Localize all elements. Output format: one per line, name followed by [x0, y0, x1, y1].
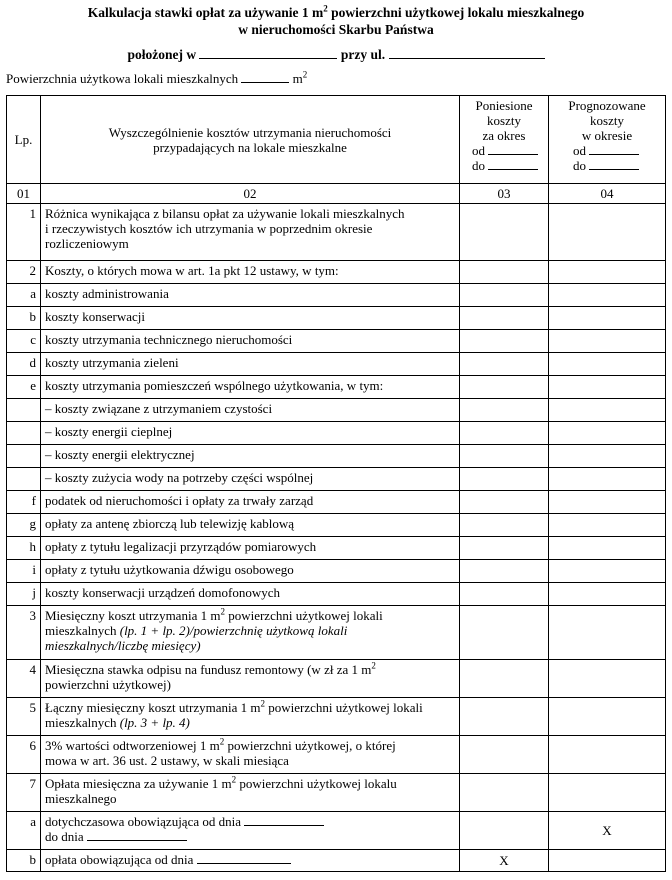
table-row: 1 Różnica wynikająca z bilansu opłat za używanie lokali mieszkalnych i rzeczywistych kosztów ich utrzymania w poprzednim okresie rozliczeniowym [7, 204, 666, 261]
forecast-cell[interactable] [549, 560, 666, 583]
table-row: g opłaty za antenę zbiorczą lub telewizję kablową [7, 514, 666, 537]
forecast-cell[interactable] [549, 353, 666, 376]
title-line-1: Kalkulacja stawki opłat za używanie 1 $m^2$ powierzchni użytkowej lokalu mieszkalnego [87, 3, 585, 20]
previous-from-date-field[interactable] [244, 814, 324, 826]
incurred-cell[interactable] [460, 468, 549, 491]
table-row: 2 Koszty, o których mowa w art. 1a pkt 12 ustawy, w tym: [7, 261, 666, 284]
incurred-cell[interactable] [460, 376, 549, 399]
incurred-cell[interactable] [460, 606, 549, 660]
row-description: koszty utrzymania zieleni [41, 353, 460, 376]
table-row: 5 Łączny miesięczny koszt utrzymania 1 $m^2$ powierzchni użytkowej lokali mieszkalnych (lp. 3 + lp. 4) [7, 698, 666, 736]
table-row: a dotychczasowa obowiązująca od dnia do dnia X [7, 812, 666, 850]
row-description: Łączny miesięczny koszt utrzymania 1 $m^2$ powierzchni użytkowej lokali mieszkalnych (lp. 3 + lp. 4) [41, 698, 460, 736]
title-line-2: w nieruchomości Skarbu Państwa [238, 22, 434, 37]
header-description: Wyszczególnienie kosztów utrzymania nieruchomości przypadających na lokale mieszkalne [41, 96, 460, 184]
incurred-cell[interactable] [460, 353, 549, 376]
forecast-cell[interactable] [549, 204, 666, 261]
table-row: b koszty konserwacji [7, 307, 666, 330]
column-number: 02 [41, 184, 460, 204]
incurred-cell[interactable] [460, 514, 549, 537]
incurred-cell[interactable] [460, 698, 549, 736]
table-row [7, 445, 666, 468]
table-row: 7 Opłata miesięczna za używanie 1 $m^2$ powierzchni użytkowej lokalu mieszkalnego [7, 774, 666, 812]
header-incurred-costs: Poniesione koszty za okres od do [460, 96, 549, 184]
forecast-cell[interactable] [549, 468, 666, 491]
forecast-cell[interactable] [549, 491, 666, 514]
location-line: położonej w przy ul. [0, 46, 672, 63]
forecast-cell[interactable] [549, 399, 666, 422]
column-number: 01 [7, 184, 41, 204]
table-row [7, 399, 666, 422]
row-description: – koszty energii cieplnej [41, 422, 460, 445]
usable-area-line: Powierzchnia użytkowa lokali mieszkalnych $m^2$ [6, 69, 308, 86]
row-description: opłaty z tytułu użytkowania dźwigu osobowego [41, 560, 460, 583]
incurred-cell[interactable] [460, 491, 549, 514]
row-description: opłaty z tytułu legalizacji przyrządów pomiarowych [41, 537, 460, 560]
table-row: i opłaty z tytułu użytkowania dźwigu osobowego [7, 560, 666, 583]
header-forecast-costs: Prognozowane koszty w okresie od do [549, 96, 666, 184]
forecast-cell[interactable] [549, 445, 666, 468]
table-row: 6 3% wartości odtworzeniowej 1 $m^2$ powierzchni użytkowej, o której mowa w art. 36 ust. 2 ustawy, w skali miesiąca [7, 736, 666, 774]
usable-area-field[interactable] [241, 70, 289, 83]
incurred-cell[interactable] [460, 307, 549, 330]
row-description: opłaty za antenę zbiorczą lub telewizję kablową [41, 514, 460, 537]
row-description: koszty utrzymania pomieszczeń wspólnego użytkowania, w tym: [41, 376, 460, 399]
location-city-field[interactable] [199, 46, 337, 59]
cost-calculation-table [6, 95, 666, 872]
incurred-cell[interactable] [460, 774, 549, 812]
row-description: koszty utrzymania technicznego nieruchomości [41, 330, 460, 353]
column-number-row [7, 184, 666, 204]
row-description: Koszty, o których mowa w art. 1a pkt 12 ustawy, w tym: [41, 261, 460, 284]
document-title [0, 4, 672, 38]
row-description: dotychczasowa obowiązująca od dnia do dnia [41, 812, 460, 850]
forecast-cell[interactable] [549, 736, 666, 774]
table-row [7, 468, 666, 491]
row-description: – koszty zużycia wody na potrzeby części wspólnej [41, 468, 460, 491]
forecast-cell[interactable] [549, 376, 666, 399]
incurred-cell[interactable] [460, 330, 549, 353]
table-row: f podatek od nieruchomości i opłaty za trwały zarząd [7, 491, 666, 514]
incurred-cell[interactable] [460, 560, 549, 583]
row-description: koszty administrowania [41, 284, 460, 307]
table-row: j koszty konserwacji urządzeń domofonowych [7, 583, 666, 606]
forecast-to-field[interactable] [589, 158, 639, 170]
table-row: h opłaty z tytułu legalizacji przyrządów pomiarowych [7, 537, 666, 560]
incurred-cell[interactable] [460, 660, 549, 698]
forecast-cell[interactable] [549, 606, 666, 660]
forecast-cell[interactable] [549, 422, 666, 445]
forecast-from-field[interactable] [589, 143, 639, 155]
column-number: 04 [549, 184, 666, 204]
row-description: koszty konserwacji [41, 307, 460, 330]
column-number: 03 [460, 184, 549, 204]
table-row: a koszty administrowania [7, 284, 666, 307]
incurred-cell[interactable] [460, 204, 549, 261]
table-row: 3 Miesięczny koszt utrzymania 1 $m^2$ powierzchni użytkowej lokali mieszkalnych (lp. 1 + lp. 2)/powierzchnię użytkową lokali mieszkalnych/liczbę miesięcy) [7, 606, 666, 660]
forecast-cell[interactable] [549, 514, 666, 537]
incurred-cell[interactable] [460, 399, 549, 422]
forecast-cell[interactable] [549, 850, 666, 872]
crossed-out-cell: X [549, 812, 666, 850]
table-row: c koszty utrzymania technicznego nieruchomości [7, 330, 666, 353]
forecast-cell[interactable] [549, 261, 666, 284]
incurred-cell[interactable] [460, 445, 549, 468]
forecast-cell[interactable] [549, 307, 666, 330]
crossed-out-cell: X [460, 850, 549, 872]
row-description: Opłata miesięczna za używanie 1 $m^2$ powierzchni użytkowej lokalu mieszkalnego [41, 774, 460, 812]
forecast-cell[interactable] [549, 284, 666, 307]
row-description: 3% wartości odtworzeniowej 1 $m^2$ powierzchni użytkowej, o której mowa w art. 36 ust. 2 ustawy, w skali miesiąca [41, 736, 460, 774]
row-description: podatek od nieruchomości i opłaty za trwały zarząd [41, 491, 460, 514]
table-row [7, 422, 666, 445]
row-description: Różnica wynikająca z bilansu opłat za używanie lokali mieszkalnych i rzeczywistych kosztów ich utrzymania w poprzednim okresie rozliczeniowym [41, 204, 460, 261]
forecast-cell[interactable] [549, 698, 666, 736]
incurred-cell[interactable] [460, 537, 549, 560]
table-row: e koszty utrzymania pomieszczeń wspólnego użytkowania, w tym: [7, 376, 666, 399]
incurred-cell[interactable] [460, 812, 549, 850]
new-from-date-field[interactable] [197, 852, 291, 864]
header-lp: Lp. [7, 96, 41, 184]
incurred-cell[interactable] [460, 736, 549, 774]
table-row: b opłata obowiązująca od dnia X [7, 850, 666, 872]
forecast-cell[interactable] [549, 537, 666, 560]
forecast-cell[interactable] [549, 330, 666, 353]
row-description: opłata obowiązująca od dnia [41, 850, 460, 872]
row-description: – koszty energii elektrycznej [41, 445, 460, 468]
table-row: 4 Miesięczna stawka odpisu na fundusz remontowy (w zł za 1 $m^2$ powierzchni użytkowej) [7, 660, 666, 698]
incurred-to-field[interactable] [488, 158, 538, 170]
table-header-row [7, 96, 666, 184]
row-description: Miesięczny koszt utrzymania 1 $m^2$ powierzchni użytkowej lokali mieszkalnych (lp. 1 + lp. 2)/powierzchnię użytkową lokali mieszkalnych/liczbę miesięcy) [41, 606, 460, 660]
table-row: d koszty utrzymania zieleni [7, 353, 666, 376]
incurred-cell[interactable] [460, 583, 549, 606]
forecast-cell[interactable] [549, 660, 666, 698]
forecast-cell[interactable] [549, 774, 666, 812]
row-description: Miesięczna stawka odpisu na fundusz remontowy (w zł za 1 $m^2$ powierzchni użytkowej) [41, 660, 460, 698]
incurred-cell[interactable] [460, 261, 549, 284]
row-description: koszty konserwacji urządzeń domofonowych [41, 583, 460, 606]
row-description: – koszty związane z utrzymaniem czystości [41, 399, 460, 422]
location-street-field[interactable] [389, 46, 545, 59]
forecast-cell[interactable] [549, 583, 666, 606]
previous-to-date-field[interactable] [87, 829, 187, 841]
incurred-cell[interactable] [460, 422, 549, 445]
incurred-from-field[interactable] [488, 143, 538, 155]
incurred-cell[interactable] [460, 284, 549, 307]
